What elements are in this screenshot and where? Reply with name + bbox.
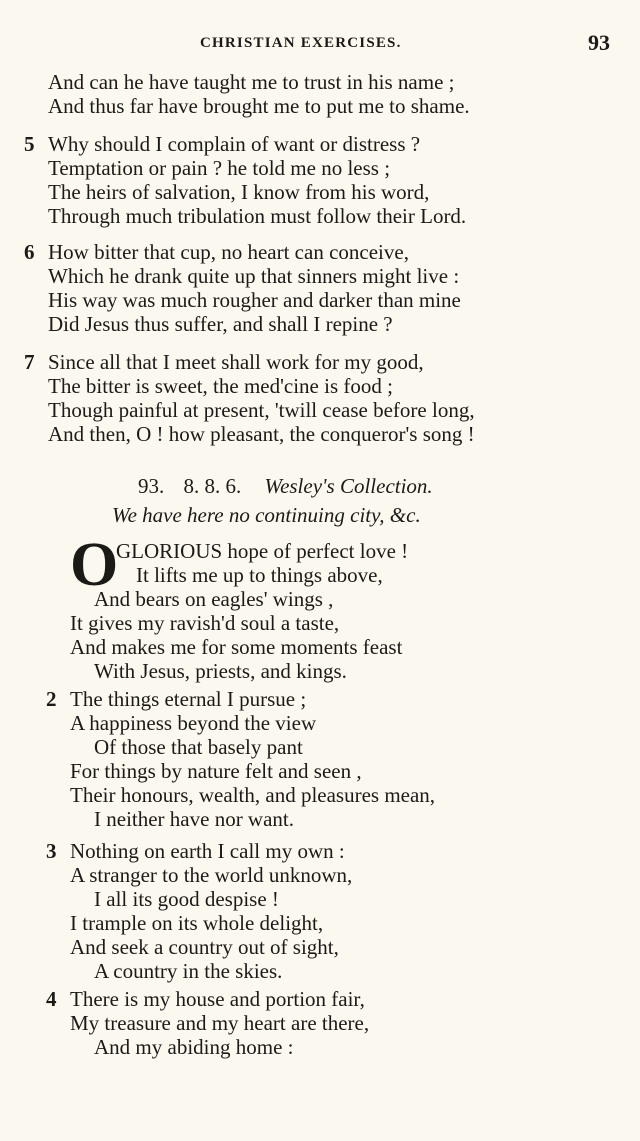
verse-line: A stranger to the world unknown, <box>70 863 353 887</box>
verse-line: Their honours, wealth, and pleasures mean, <box>70 783 436 807</box>
verse-line: Which he drank quite up that sinners might live : <box>48 264 460 288</box>
verse-line: There is my house and portion fair, <box>70 987 365 1011</box>
page-number: 93 <box>588 30 610 55</box>
verse-line: How bitter that cup, no heart can conceive, <box>48 240 409 264</box>
verse-line: A happiness beyond the view <box>70 711 317 735</box>
verse-line: It lifts me up to things above, <box>136 563 383 587</box>
stanza-number: 7 <box>24 350 35 374</box>
verse-line: Of those that basely pant <box>94 735 303 759</box>
page-header <box>0 30 640 57</box>
hymn-source: Wesley's Collection. <box>264 474 433 498</box>
verse-line: I all its good despise ! <box>94 887 279 911</box>
verse-line: Since all that I meet shall work for my good, <box>48 350 424 374</box>
verse-line: And can he have taught me to trust in his name ; <box>48 70 455 94</box>
hymn-heading <box>138 474 433 498</box>
stanza-number: 5 <box>24 132 35 156</box>
verse-line: I neither have nor want. <box>94 807 295 831</box>
verse-line: His way was much rougher and darker than mine <box>48 288 461 312</box>
hymn-meter: 8. 8. 6. <box>183 474 242 498</box>
verse-line: And bears on eagles' wings , <box>94 587 334 611</box>
verse-line: The things eternal I pursue ; <box>70 687 307 711</box>
verse-line: And seek a country out of sight, <box>70 935 339 959</box>
verse-line: The heirs of salvation, I know from his word, <box>48 180 430 204</box>
verse-line: For things by nature felt and seen , <box>70 759 362 783</box>
stanza-number: 2 <box>46 687 57 711</box>
verse-line: And my abiding home : <box>94 1035 294 1059</box>
hymn-number: 93. <box>138 474 165 498</box>
verse-line: Did Jesus thus suffer, and shall I repine ? <box>48 312 393 336</box>
verse-line: My treasure and my heart are there, <box>70 1011 370 1035</box>
verse-line: GLORIOUS hope of perfect love ! <box>116 539 409 563</box>
verse-line: With Jesus, priests, and kings. <box>94 659 347 683</box>
drop-cap: O <box>70 531 119 599</box>
verse-line: And then, O ! how pleasant, the conqueror's song ! <box>48 422 475 446</box>
verse-line: The bitter is sweet, the med'cine is food ; <box>48 374 393 398</box>
stanza-number: 4 <box>46 987 57 1011</box>
verse-line: Why should I complain of want or distress ? <box>48 132 421 156</box>
verse-line: Temptation or pain ? he told me no less ; <box>48 156 391 180</box>
verse-line: Through much tribulation must follow their Lord. <box>48 204 467 228</box>
verse-line: And makes me for some moments feast <box>70 635 403 659</box>
hymn-subtitle: We have here no continuing city, &c. <box>112 503 421 527</box>
running-head: CHRISTIAN EXERCISES. <box>200 35 402 51</box>
stanza-number: 3 <box>46 839 57 863</box>
verse-line: Nothing on earth I call my own : <box>70 839 345 863</box>
verse-line: It gives my ravish'd soul a taste, <box>70 611 340 635</box>
verse-line: I trample on its whole delight, <box>70 911 324 935</box>
verse-line: Though painful at present, 'twill cease before long, <box>48 398 475 422</box>
stanza-number: 6 <box>24 240 35 264</box>
verse-line: And thus far have brought me to put me to shame. <box>48 94 470 118</box>
verse-line: A country in the skies. <box>94 959 283 983</box>
